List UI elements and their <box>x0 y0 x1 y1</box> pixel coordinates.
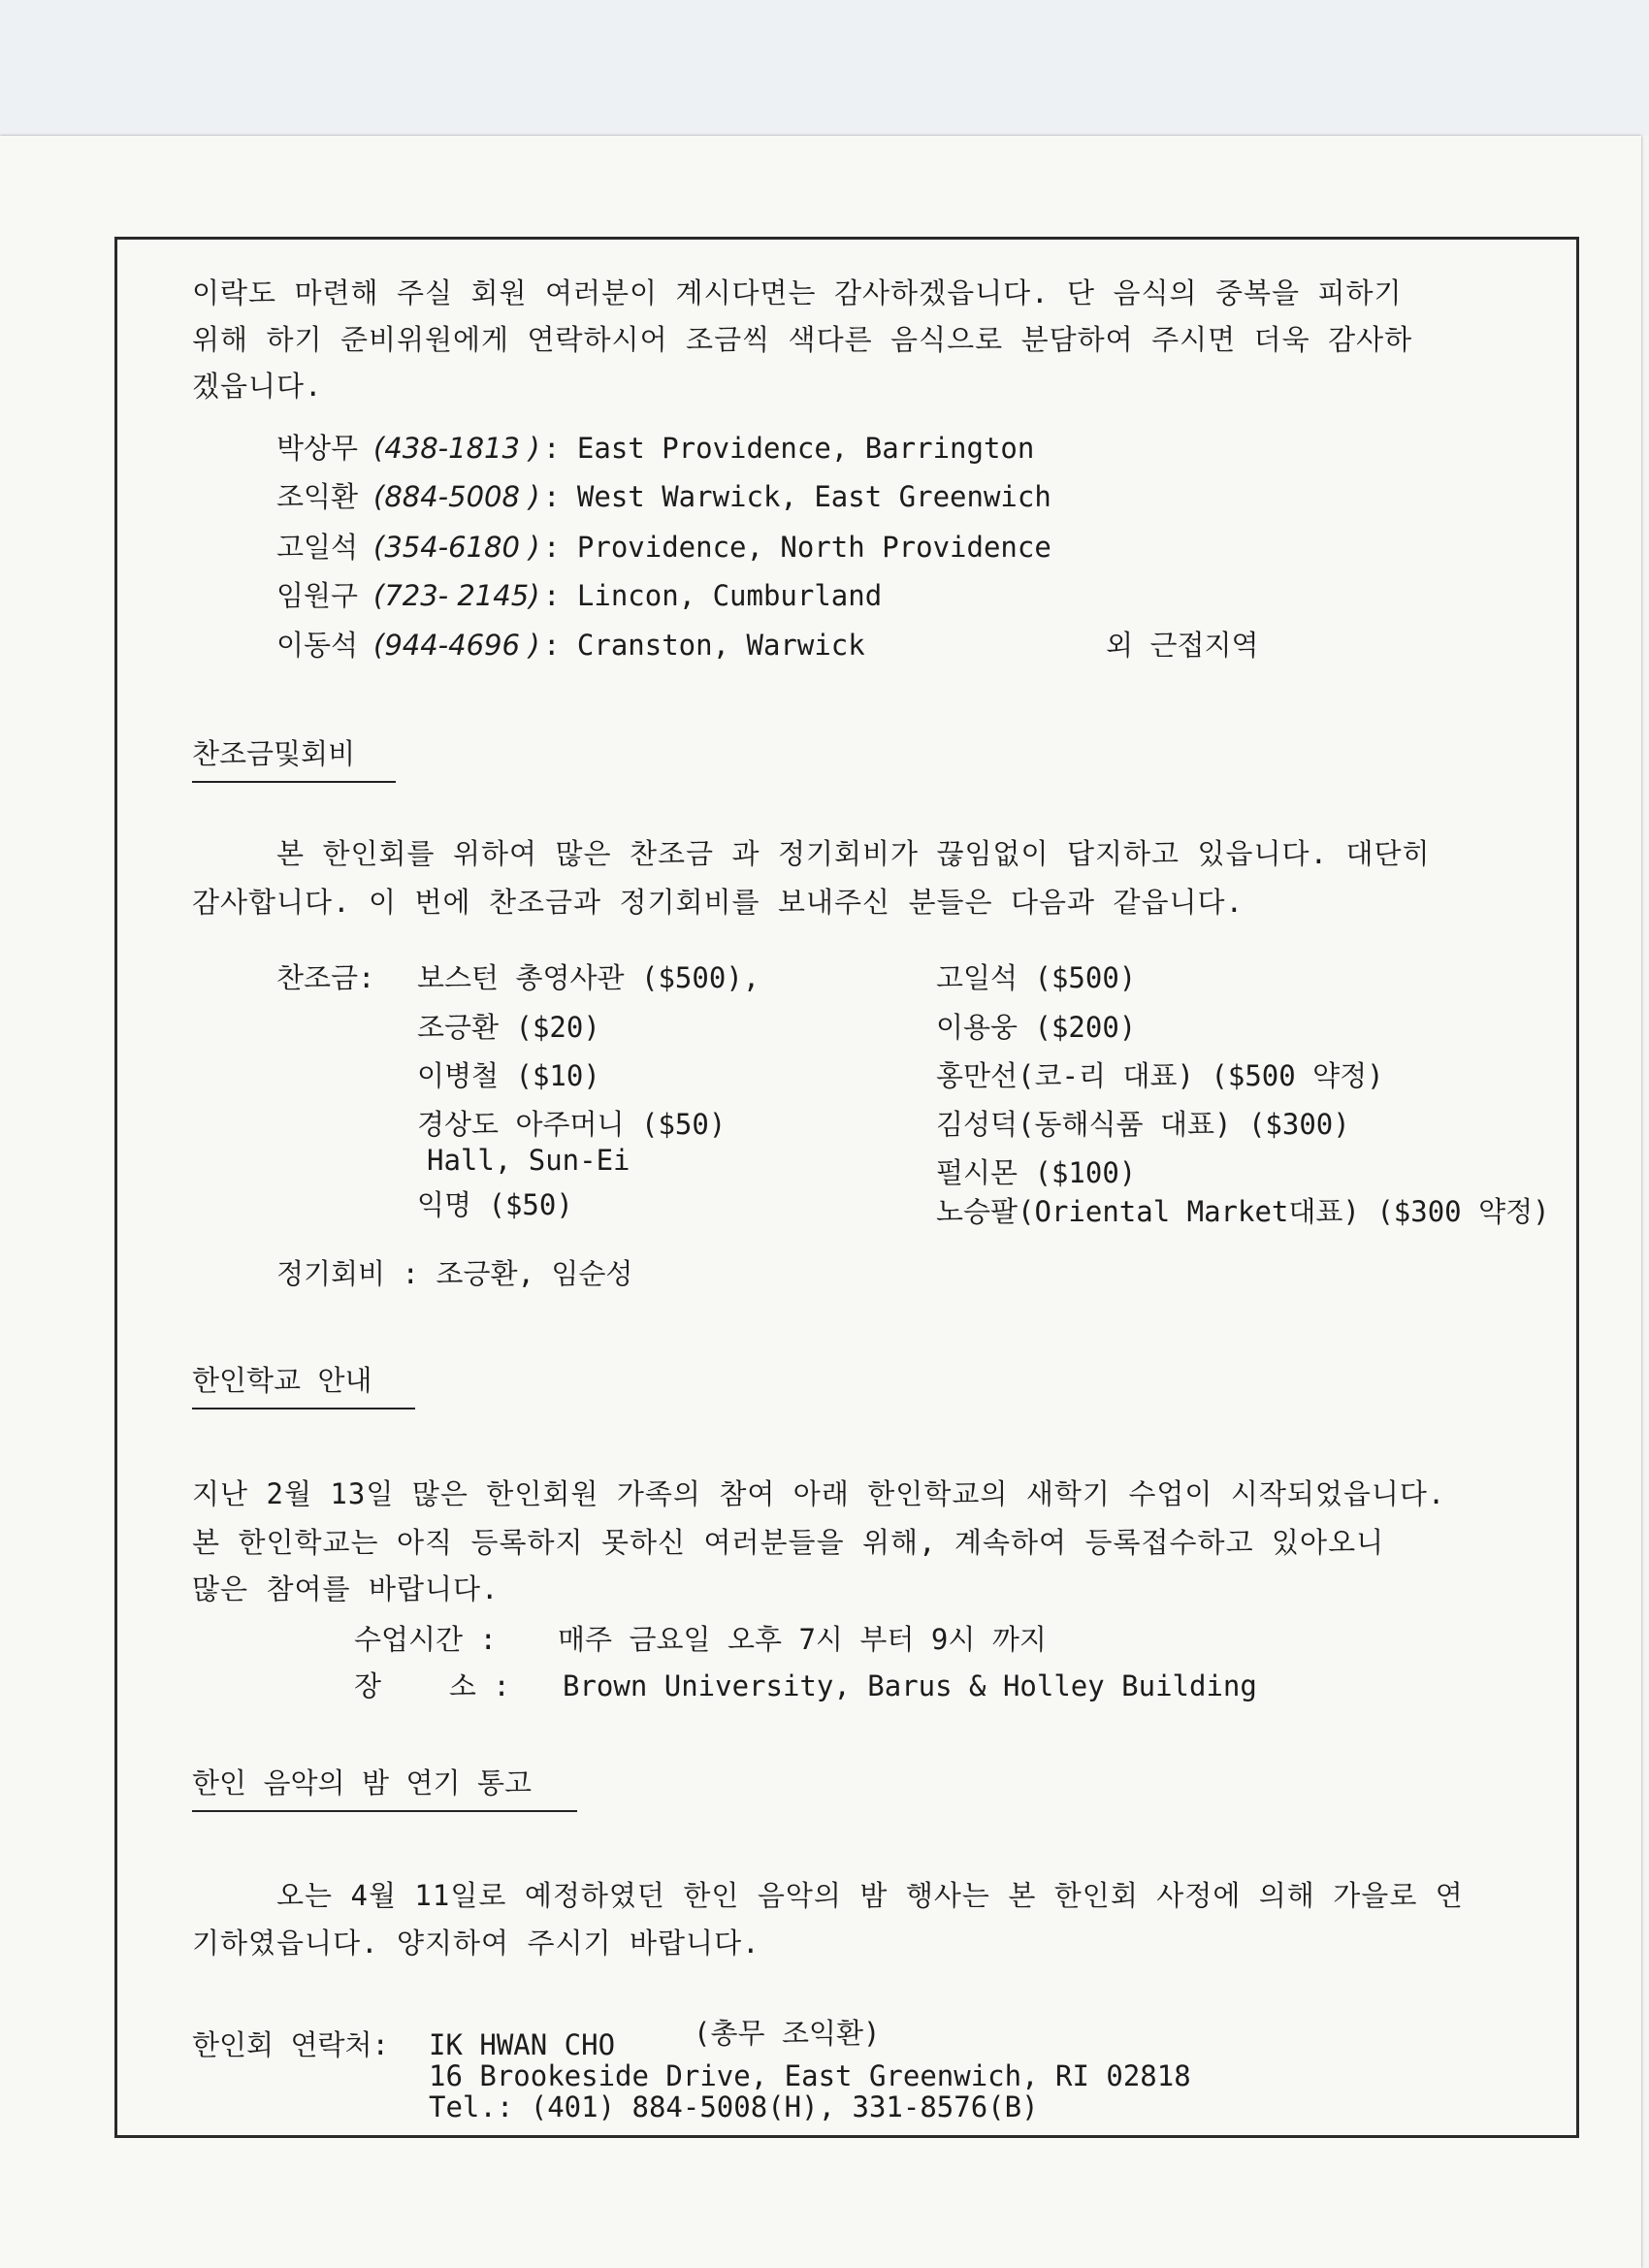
coordinator-area: : Lincon, Cumburland <box>543 579 883 612</box>
coordinator-row <box>276 429 1034 468</box>
coordinator-area: : West Warwick, East Greenwich <box>543 480 1051 513</box>
coordinator-name: 임원구 <box>276 579 359 612</box>
class-time-value: 매주 금요일 오후 7시 부터 9시 까지 <box>558 1623 1047 1656</box>
donor-left: Hall, Sun-Ei <box>427 1144 630 1177</box>
donor-right: 홍만선(코-리 대표) ($500 약정) <box>936 1059 1384 1092</box>
school-para-line-1: 지난 2월 13일 많은 한인회원 가족의 참여 아래 한인학교의 새학기 수업이 시작되었읍니다. <box>192 1477 1446 1510</box>
coordinator-phone: (354-6180 ) <box>373 531 540 564</box>
contact-address: 16 Brookeside Drive, East Greenwich, RI 02818 <box>429 2059 1191 2092</box>
concert-para-line-2: 기하였읍니다. 양지하여 주시기 바랍니다. <box>192 1927 760 1960</box>
contact-tel: Tel.: (401) 884-5008(H), 331-8576(B) <box>429 2090 1039 2123</box>
concert-para-line-1: 오는 4월 11일로 예정하였던 한인 음악의 밤 행사는 본 한인회 사정에 의해 가을로 연 <box>276 1879 1464 1912</box>
donations-para-line-1: 본 한인회를 위하여 많은 찬조금 과 정기회비가 끊임없이 답지하고 있읍니다. 대단히 <box>276 837 1431 870</box>
donor-left: 경상도 아주머니 ($50) <box>417 1108 727 1141</box>
coordinator-phone: (884-5008 ) <box>373 480 540 513</box>
contact-role: (총무 조익환) <box>694 2017 881 2050</box>
coordinator-row <box>276 528 1051 567</box>
coordinator-name: 조익환 <box>276 480 359 513</box>
contact-name: IK HWAN CHO <box>429 2028 616 2061</box>
contact-label: 한인회 연락처: <box>192 2028 390 2061</box>
coordinator-phone: (723- 2145) <box>373 579 540 612</box>
section-heading-concert: 한인 음악의 밤 연기 통고 <box>192 1764 577 1812</box>
donor-right: 노승팔(Oriental Market대표) ($300 약정) <box>936 1195 1550 1228</box>
donor-left: 익명 ($50) <box>417 1188 573 1221</box>
regular-dues: 정기회비 : 조긍환, 임순성 <box>276 1257 633 1290</box>
section-heading-donations: 찬조금및회비 <box>192 734 396 783</box>
section-heading-school: 한인학교 안내 <box>192 1361 415 1409</box>
intro-line-3: 겠읍니다. <box>192 370 323 403</box>
class-place-label: 장 소 : <box>354 1669 510 1702</box>
newsletter-border <box>114 237 1579 2138</box>
coordinator-phone: (438-1813 ) <box>373 432 540 465</box>
coordinator-row <box>276 477 1051 516</box>
class-time-label: 수업시간 : <box>354 1623 497 1656</box>
donor-right: 고일석 ($500) <box>936 961 1137 994</box>
scan-top-margin <box>0 0 1649 136</box>
donor-left: 이병철 ($10) <box>417 1059 600 1092</box>
coordinator-name: 이동석 <box>276 629 359 662</box>
donor-right: 김성덕(동해식품 대표) ($300) <box>936 1108 1350 1141</box>
donations-label: 찬조금: <box>276 961 375 994</box>
coordinator-area: : Providence, North Providence <box>543 531 1051 564</box>
coordinator-area: : Cranston, Warwick <box>543 629 865 662</box>
donor-left: 조긍환 ($20) <box>417 1011 600 1044</box>
coordinator-note: 외 근접지역 <box>1106 629 1259 662</box>
coordinator-name: 고일석 <box>276 531 359 564</box>
school-para-line-2: 본 한인학교는 아직 등록하지 못하신 여러분들을 위해, 계속하여 등록접수하고 있아오니 <box>192 1526 1385 1559</box>
donor-right: 펄시몬 ($100) <box>936 1156 1137 1189</box>
coordinator-area: : East Providence, Barrington <box>543 432 1035 465</box>
intro-line-2: 위해 하기 준비위원에게 연락하시어 조금씩 색다른 음식으로 분담하여 주시면 더욱 감사하 <box>192 323 1413 356</box>
school-para-line-3: 많은 참여를 바랍니다. <box>192 1572 500 1605</box>
coordinator-phone: (944-4696 ) <box>373 629 540 662</box>
coordinator-name: 박상무 <box>276 432 359 465</box>
donor-right: 이용웅 ($200) <box>936 1011 1137 1044</box>
coordinator-row <box>276 576 882 615</box>
donations-para-line-2: 감사합니다. 이 번에 찬조금과 정기회비를 보내주신 분들은 다음과 같읍니다. <box>192 886 1245 919</box>
intro-line-1: 이락도 마련해 주실 회원 여러분이 계시다면는 감사하겠읍니다. 단 음식의 중복을 피하기 <box>192 276 1403 309</box>
coordinator-row <box>276 626 865 664</box>
donor-left: 보스턴 총영사관 ($500), <box>417 961 760 994</box>
class-place-value: Brown University, Barus & Holley Building <box>563 1669 1257 1702</box>
